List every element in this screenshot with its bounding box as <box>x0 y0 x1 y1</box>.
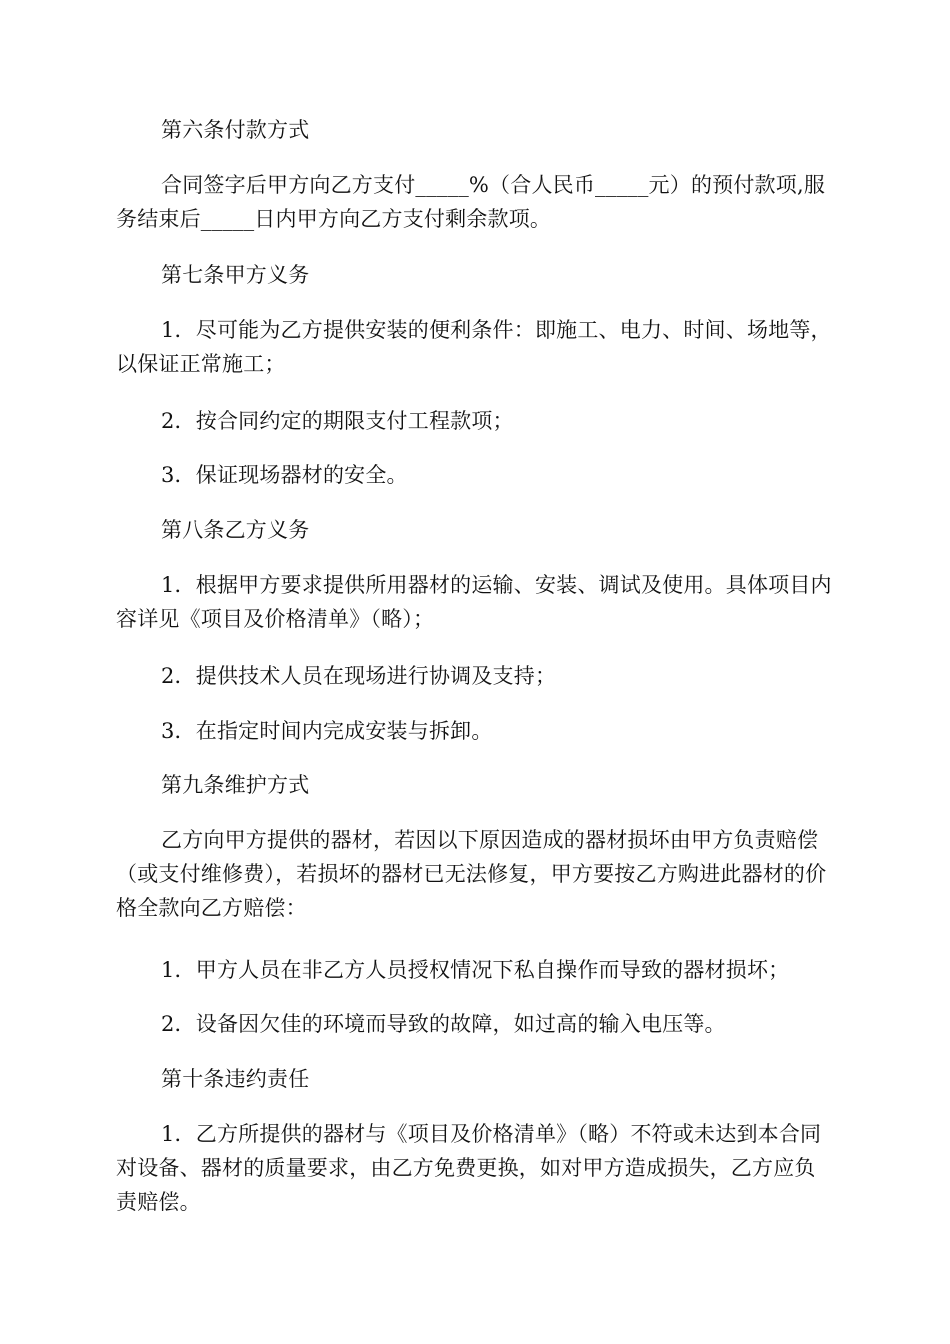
article-9-heading: 第九条维护方式 <box>161 773 310 797</box>
article-9-item-2: 2．设备因欠佳的环境而导致的故障，如过高的输入电压等。 <box>161 1012 726 1036</box>
article-7-item-2: 2．按合同约定的期限支付工程款项； <box>161 409 514 433</box>
article-10-item-1: 1．乙方所提供的器材与《项目及价格清单》（略）不符或未达到本合同对设备、器材的质量要求，由乙方免费更换，如对甲方造成损失，乙方应负责赔偿。 <box>116 1122 822 1214</box>
article-7-heading: 第七条甲方义务 <box>161 263 310 287</box>
article-7-item-1: 1．尽可能为乙方提供安装的便利条件：即施工、电力、时间、场地等，以保证正常施工； <box>116 318 832 376</box>
article-9-body: 乙方向甲方提供的器材，若因以下原因造成的器材损坏由甲方负责赔偿（或支付维修费），若损坏的器材已无法修复，甲方要按乙方购进此器材的价格全款向乙方赔偿： <box>116 828 827 920</box>
article-8-item-1: 1．根据甲方要求提供所用器材的运输、安装、调试及使用。具体项目内容详见《项目及价格清单》（略）； <box>116 573 832 631</box>
article-8-heading: 第八条乙方义务 <box>161 518 310 542</box>
article-6-body: 合同签字后甲方向乙方支付_____%（合人民币_____元）的预付款项,服务结束后_____日内甲方向乙方支付剩余款项。 <box>116 173 826 231</box>
article-8-item-3: 3．在指定时间内完成安装与拆卸。 <box>161 719 493 743</box>
article-7-item-3: 3．保证现场器材的安全。 <box>161 463 408 487</box>
article-6-heading: 第六条付款方式 <box>161 118 310 142</box>
article-9-item-1: 1．甲方人员在非乙方人员授权情况下私自操作而导致的器材损坏； <box>161 958 790 982</box>
article-8-item-2: 2．提供技术人员在现场进行协调及支持； <box>161 664 557 688</box>
article-10-heading: 第十条违约责任 <box>161 1067 310 1091</box>
